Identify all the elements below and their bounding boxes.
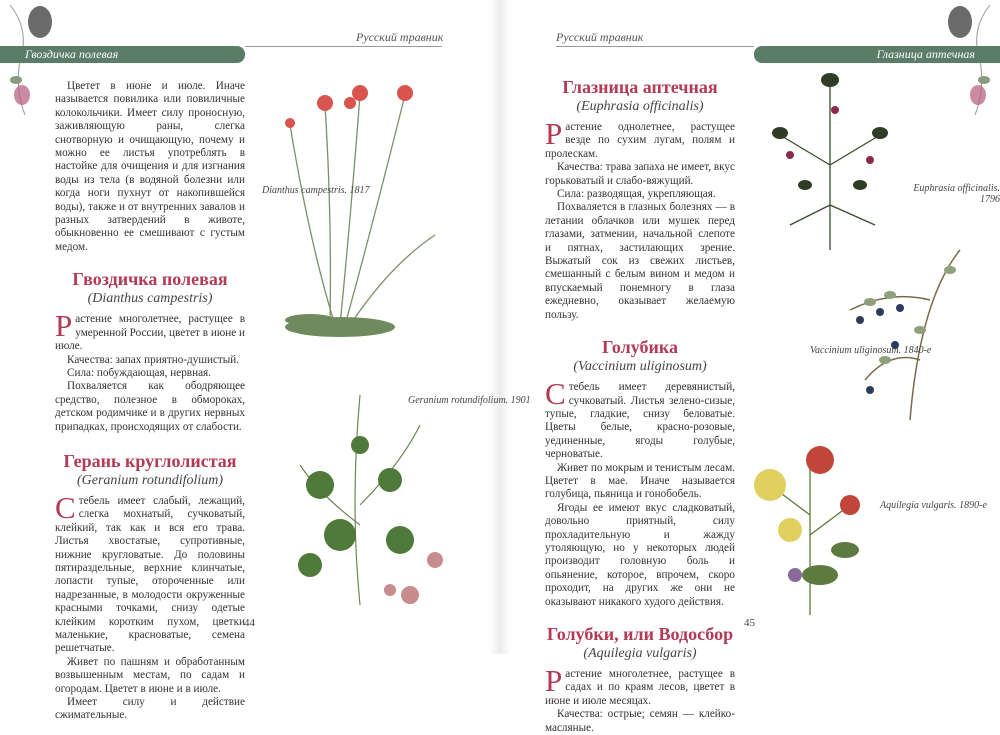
- entry-title: Голубика: [602, 337, 678, 358]
- drop-cap: С: [545, 376, 566, 412]
- page-number-left: 44: [244, 617, 255, 629]
- intro-paragraph: Цветет в июне и июле. Иначе называется повилика или повиличные колокольчики. Имеет силу проносную, заживляющую раны, слегка снотворную и очищающую, почему и можно ее листья употреблять в настойке для очищения и для изгнания воды из тела (в водяной болезни или когда ноги пухнут от накопившейся воды), также и от внутренних завалов и разных затвердений в животе, обыкновенно ее смешивают с густым медом.: [55, 80, 245, 253]
- entry-title: Герань круглолистая: [63, 450, 237, 471]
- entry-latin-name: (Euphrasia officinalis): [576, 99, 704, 114]
- illustration-caption: Aquilegia vulgaris. 1890-е: [880, 500, 987, 511]
- entry-paragraph: Имеет силу и действие сжимательные.: [55, 696, 245, 722]
- book-gutter: [490, 0, 510, 654]
- entry-paragraph: Растение однолетнее, растущее везде по сухим лугам, полям и пролескам.: [545, 116, 735, 160]
- entry-paragraph: Живет по пашням и обработанным возвышенным местам, по садам и огородам. Цветет в июне и в июле.: [55, 655, 245, 695]
- drop-cap: Р: [55, 308, 73, 344]
- entry-paragraph: Стебель имеет слабый, лежащий, слегка мохнатый, сучковатый, клейкий, так как и вся его трава. Листья хвостатые, супротивные, нижние кругловатые. До половины пятираздельные, верхние клинчатые, лопасти тупые, отороченные или надрезанные, в молодости окруженные красными точками, снизу одетые клейким коротким пухом, цветки маленькие, красноватые, семена решетчатые.: [55, 489, 245, 655]
- illustration-caption: Euphrasia officinalis. 1796: [913, 183, 1000, 205]
- header-rule-left: [245, 46, 442, 47]
- entry-paragraph: Живет по мокрым и тенистым лесам. Цветет в мае. Иначе называется голубица, пьяница и гонобобель.: [545, 461, 735, 501]
- entry-title: Глазница аптечная: [562, 77, 718, 97]
- right-text-column: [545, 76, 735, 735]
- aquilegia-illustration: [750, 425, 880, 615]
- entry-paragraph: Качества: острые; семян — клейко-масляные.: [545, 708, 735, 734]
- section-band-right: Глазница аптечная: [754, 46, 1000, 63]
- entry-latin-name: (Aquilegia vulgaris): [583, 646, 697, 661]
- running-head-right: Русский травник: [556, 30, 644, 44]
- entry-paragraph: Сила: разводящая, укрепляющая.: [557, 188, 716, 201]
- drop-cap: С: [55, 489, 76, 525]
- entry-paragraph: Качества: запах приятно-душистый.: [67, 353, 240, 366]
- illustration-caption: Vaccinium uliginosum. 1840-е: [810, 345, 932, 356]
- entry-paragraph: Похваляется как ободряющее средство, полезное в обмороках, детском родимчике и в других нервных припадках, происходящих от слабости.: [55, 380, 245, 433]
- entry-title: Гвоздичка полевая: [72, 269, 228, 290]
- drop-cap: Р: [545, 663, 563, 698]
- entry-paragraph: Стебель имеет деревянистый, сучковатый. Листья зелено-сизые, тупые, гладкие, снизу беловатые. Цветы белые, красно-розовые, уединенные, ягоды голубые, черноватые.: [545, 376, 735, 461]
- geranium-illustration: [280, 385, 460, 615]
- page-number-right: 45: [744, 617, 755, 629]
- entry-latin-name: (Dianthus campestris): [87, 291, 213, 307]
- entry-paragraph: Ягоды ее имеют вкус сладковатый, довольно приятный, силу прохладительную и жажду утоляющую, но у некоторых людей производит головную боль и опьянение, которое, впрочем, скоро проходит, на других же они не оказывают никакого худого действия.: [545, 501, 735, 608]
- entry-paragraph: Похваляется в глазных болезнях — в летании облачков или мушек перед глазами, затмении, начальной слепоте и пятнах, застилающих зрение. Выжатый сок из свежих листьев, смешанный с белым вином и медом и впускаемый понемногу в глаза ежедневно, оказывает желаемую пользу.: [545, 201, 735, 321]
- entry-paragraph: Сила: побуждающая, нервная.: [67, 366, 211, 379]
- entry-latin-name: (Vaccinium uliginosum): [573, 359, 707, 375]
- entry-paragraph: Растение многолетнее, растущее в садах и по краям лесов, цветет в июне и июле месяцах.: [545, 663, 735, 707]
- vaccinium-illustration: [830, 240, 980, 440]
- dianthus-illustration: [270, 65, 450, 345]
- entry-latin-name: (Geranium rotundifolium): [76, 472, 224, 488]
- section-band-left: Гвоздичка полевая: [0, 46, 245, 63]
- drop-cap: Р: [545, 116, 563, 151]
- euphrasia-illustration: [760, 65, 900, 255]
- entry-paragraph: Растение многолетнее, растущее в умеренной России, цветет в июне и июле.: [55, 308, 245, 353]
- header-rule-right: [556, 46, 754, 47]
- left-text-column: [55, 80, 245, 723]
- entry-paragraph: Качества: трава запаха не имеет, вкус горьковатый и слабо-вяжущий.: [545, 161, 735, 187]
- running-head-left: Русский травник: [356, 30, 444, 44]
- illustration-caption: Geranium rotundifolium. 1901: [408, 395, 531, 406]
- entry-title: Голубки, или Водосбор: [546, 624, 734, 644]
- illustration-caption: Dianthus campestris. 1817: [262, 185, 370, 196]
